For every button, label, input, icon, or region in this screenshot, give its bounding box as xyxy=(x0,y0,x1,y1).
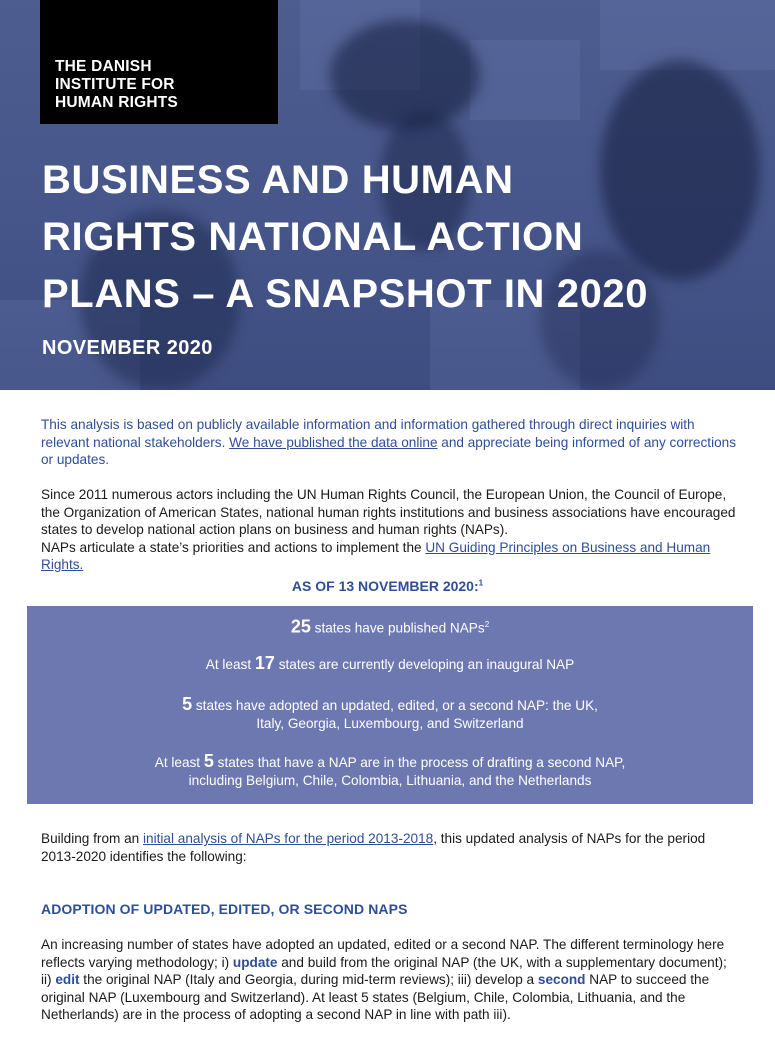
stat-text: states that have a NAP are in the process of drafting a second NAP, xyxy=(213,755,626,770)
blurred-figure xyxy=(330,20,480,130)
as-of-heading xyxy=(0,578,775,594)
footnote-ref[interactable]: 1 xyxy=(478,578,484,588)
logo-line: HUMAN RIGHTS xyxy=(55,94,178,111)
context-text: Since 2011 numerous actors including the UN Human Rights Council, the European Union, the Council of Europe, the Organization of American States, national human rights institutions and business associations have encouraged states to develop national action plans on business and human rights (NAPs). xyxy=(41,487,736,538)
section-paragraph xyxy=(41,936,741,1024)
section-text: and build from the original NAP (the UK, with a supplementary document); ii) xyxy=(41,954,727,988)
stat-number: 5 xyxy=(203,751,214,771)
floor-tile xyxy=(470,40,580,120)
initial-analysis-link[interactable]: initial analysis of NAPs for the period 2013-2018 xyxy=(143,831,434,846)
intro-text: and appreciate being informed of any corrections or updates. xyxy=(41,434,737,468)
logo-line: THE DANISH xyxy=(55,58,152,75)
stats-panel xyxy=(27,606,753,804)
stat-number: 25 xyxy=(290,616,311,637)
stat-number: 5 xyxy=(182,694,193,714)
section-text: NAP to succeed the original NAP (Luxembourg and Switzerland). At least 5 states (Belgium, Chile, Colombia, Lithuania, and the Netherlands) are in the process of adopting a second NAP in line with path iii). xyxy=(41,972,710,1023)
building-paragraph xyxy=(41,830,741,865)
stat-text: states have published NAPs xyxy=(310,620,485,636)
stat-text-line2: Italy, Georgia, Luxembourg, and Switzerland xyxy=(256,716,524,731)
intro-text: This analysis is based on publicly available information and information gathered through direct inquiries with relevant national stakeholders. xyxy=(41,417,695,450)
stat-published xyxy=(27,616,753,638)
intro-paragraph xyxy=(41,416,741,469)
context-paragraph xyxy=(41,486,741,574)
building-text: , this updated analysis of NAPs for the period 2013-2020 identifies the following: xyxy=(41,831,706,864)
dihr-logo xyxy=(40,0,278,124)
page-title xyxy=(42,152,762,323)
data-online-link[interactable]: We have published the data online xyxy=(229,434,438,450)
stat-updated xyxy=(27,695,753,733)
as-of-label: AS OF 13 NOVEMBER 2020: xyxy=(291,578,479,594)
building-text: Building from an xyxy=(41,831,144,846)
cover-image xyxy=(0,0,775,390)
section-text: the original NAP (Italy and Georgia, during mid-term reviews); iii) develop a xyxy=(79,972,538,988)
title-line: PLANS – A SNAPSHOT IN 2020 xyxy=(42,272,649,316)
logo-line: INSTITUTE FOR xyxy=(55,76,175,93)
section-text: An increasing number of states have adopted an updated, edited or a second NAP. The different terminology here reflects varying methodology; i) xyxy=(41,937,725,970)
publication-date: NOVEMBER 2020 xyxy=(42,337,213,359)
title-line: RIGHTS NATIONAL ACTION xyxy=(42,215,584,259)
ungp-link[interactable]: UN Guiding Principles on Business and Human Rights. xyxy=(41,539,711,573)
stat-prefix: At least xyxy=(205,657,255,672)
keyword-edit: edit xyxy=(55,972,80,988)
stat-text: states are currently developing an inaugural NAP xyxy=(274,657,575,672)
keyword-update: update xyxy=(232,954,278,970)
stat-number: 17 xyxy=(254,653,275,673)
keyword-second: second xyxy=(537,972,586,988)
context-text: NAPs articulate a state’s priorities and actions to implement the xyxy=(41,539,426,555)
stat-prefix: At least xyxy=(154,755,204,770)
footnote-ref[interactable]: 2 xyxy=(484,620,490,629)
title-line: BUSINESS AND HUMAN xyxy=(42,158,514,202)
stat-developing xyxy=(27,654,753,674)
stat-drafting-second xyxy=(27,752,753,790)
section-heading: ADOPTION OF UPDATED, EDITED, OR SECOND NAPS xyxy=(41,901,408,917)
stat-text: states have adopted an updated, edited, or a second NAP: the UK, xyxy=(192,698,598,713)
stat-text-line2: including Belgium, Chile, Colombia, Lithuania, and the Netherlands xyxy=(188,773,592,788)
